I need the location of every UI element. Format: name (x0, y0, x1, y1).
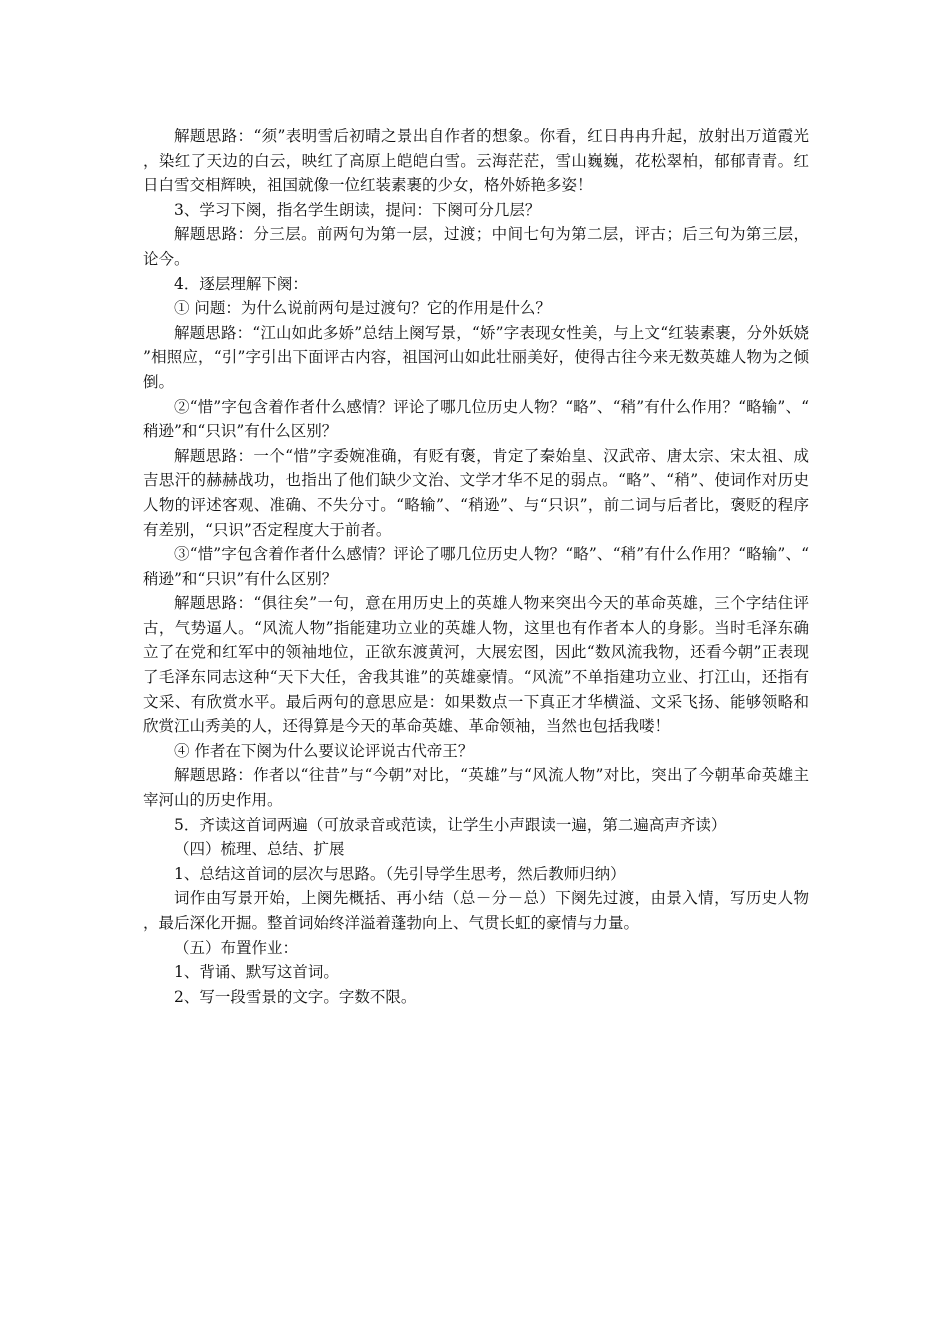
paragraph-hint-sun-snow: 解题思路：“须”表明雪后初晴之景出自作者的想象。你看，红日冉冉升起，放射出万道霞光，染红了天边的白云，映红了高原上皑皑白雪。云海茫茫，雪山巍巍，花松翠柏，郁郁青青。红日白雪交相辉映，祖国就像一位红装素裹的少女，格外娇艳多姿！ (143, 127, 809, 195)
paragraph-hint-transition: 解题思路：“江山如此多娇”总结上阕写景，“娇”字表现女性美，与上文“红装素裹，分外妖娆”相照应，“引”字引出下面评古内容，祖国河山如此壮丽美好，使得古往今来无数英雄人物为之倾倒。 (143, 323, 809, 391)
paragraph-question-2: ②“惜”字包含着作者什么感情？评论了哪几位历史人物？“略”、“稍”有什么作用？“略输”、“稍逊”和“只识”有什么区别？ (143, 397, 809, 441)
paragraph-hint-heroes: 解题思路：“俱往矣”一句，意在用历史上的英雄人物来突出今天的革命英雄，三个字结住评古，气势逼人。“风流人物”指能建功立业的英雄人物，这里也有作者本人的身影。当时毛泽东确立了在党和红军中的领袖地位，正欲东渡黄河，大展宏图，因此“数风流我物，还看今朝”正表现了毛泽东同志这种“天下大任，舍我其谁”的英雄豪情。“风流”不单指建功立业、打江山，还指有文采、有欣赏水平。最后两句的意思应是：如果数点一下真正才华横溢、文采飞扬、能够领略和欣赏江山秀美的人，还得算是今天的革命英雄、革命领袖，当然也包括我喽！ (143, 594, 809, 736)
paragraph-step-3-question: 3、学习下阕，指名学生朗读，提问：下阕可分几层？ (174, 200, 541, 219)
paragraph-homework-1: 1、背诵、默写这首词。 (174, 963, 339, 982)
paragraph-hint-emperors: 解题思路：一个“惜”字委婉准确，有贬有褒，肯定了秦始皇、汉武帝、唐太宗、宋太祖、成吉思汗的赫赫战功，也指出了他们缺少文治、文学才华不足的弱点。“略”、“稍”、使词作对历史人物的评述客观、准确、不失分寸。“略输”、“稍逊”、与“只识”，前二词与后者比，褒贬的程序有差别，“只识”否定程度大于前者。 (143, 446, 809, 539)
paragraph-summary-1: 1、总结这首词的层次与思路。（先引导学生思考，然后教师归纳） (174, 864, 626, 883)
paragraph-step-4-heading: 4．逐层理解下阕： (174, 274, 308, 293)
paragraph-summary-text: 词作由写景开始，上阕先概括、再小结（总－分－总）下阕先过渡，由景入情，写历史人物，最后深化开掘。整首词始终洋溢着蓬勃向上、气贯长虹的豪情与力量。 (143, 889, 809, 932)
document-body (143, 124, 809, 1009)
paragraph-question-4: ④ 作者在下阕为什么要议论评说古代帝王？ (174, 741, 474, 760)
paragraph-hint-three-layers: 解题思路：分三层。前两句为第一层，过渡；中间七句为第二层，评古；后三句为第三层，论今。 (143, 225, 809, 268)
section-heading-homework: （五）布置作业： (174, 938, 299, 957)
section-heading-summary: （四）梳理、总结、扩展 (174, 840, 345, 859)
paragraph-homework-2: 2、写一段雪景的文字。字数不限。 (174, 987, 417, 1006)
paragraph-step-5-reading: 5．齐读这首词两遍（可放录音或范读，让学生小声跟读一遍，第二遍高声齐读） (174, 815, 727, 834)
paragraph-question-3: ③“惜”字包含着作者什么感情？评论了哪几位历史人物？“略”、“稍”有什么作用？“略输”、“稍逊”和“只识”有什么区别？ (143, 545, 809, 588)
paragraph-hint-contrast: 解题思路：作者以“往昔”与“今朝”对比，“英雄”与“风流人物”对比，突出了今朝革命英雄主宰河山的历史作用。 (143, 766, 809, 810)
paragraph-question-1: ① 问题：为什么说前两句是过渡句？它的作用是什么？ (174, 299, 551, 318)
